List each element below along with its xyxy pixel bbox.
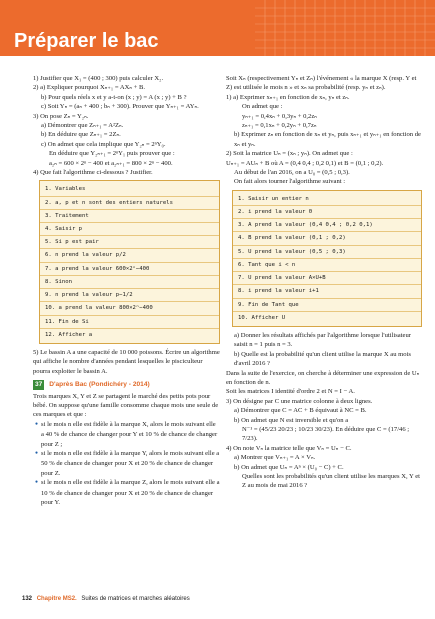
question-r4b-cont: Quelles sont les probabilités qu'un client utilise les marques X, Y et Z au mois de mai 2016 ? xyxy=(242,473,420,490)
algo-line: 10. a prend la valeur 800×2ⁿ−400 xyxy=(40,301,219,314)
page-footer xyxy=(22,596,190,602)
question-3: 3) On pose Zₙ = Y₂ₙ. xyxy=(33,112,89,120)
question-4: 4) Que fait l'algorithme ci-dessous ? Justifier. xyxy=(33,169,153,177)
algo-line: 6. Tant que i < n xyxy=(233,258,421,271)
question-3c-cont: En déduire que Y₂ₙ₊₁ = 2ⁿY₁ puis prouver que : xyxy=(49,150,175,158)
question-3c: c) On admet que cela implique que Y₂ₙ = 2ⁿY₀. xyxy=(41,140,166,148)
question-r3: 3) On désigne par C une matrice colonne à deux lignes. xyxy=(226,397,373,405)
question-r3a: a) Démontrer que C = AC + B équivaut à NC = B. xyxy=(234,407,367,415)
algo-line: 12. Afficher a xyxy=(40,328,219,341)
exercise-header xyxy=(33,380,220,389)
question-2b: b) Pour quels réels x et y a-t-on (x ; y) = A (x ; y) + B ? xyxy=(41,93,187,101)
question-r2b: b) Quelle est la probabilité qu'un client utilise la marque X au mois d'avril 2016 ? xyxy=(234,350,411,368)
inverse-matrix: N⁻¹ = (45/23 20/23 ; 10/23 30/23). En déduire que C = (17/46 ; 7/23). xyxy=(242,425,410,443)
question-3a: a) Démontrer que Zₙ₊₁ = A²Zₙ. xyxy=(41,122,124,130)
algo-line: 10. Afficher U xyxy=(233,311,421,324)
page-number: 132 xyxy=(22,596,33,602)
question-3b: b) En déduire que Zₙ₊₁ = 2Zₙ. xyxy=(41,131,121,139)
algo-line: 6. n prend la valeur p/2 xyxy=(40,248,219,261)
algo-line: 1. Variables xyxy=(45,186,86,193)
system-eq-1: yₙ₊₁ = 0,4xₙ + 0,3yₙ + 0,2zₙ xyxy=(242,112,317,120)
question-r4a: a) Montrer que Vₙ₊₁ = A × Vₙ. xyxy=(234,454,316,462)
question-2c: c) Soit Yₙ = (aₙ + 400 ; bₙ + 300). Prouver que Yₙ₊₁ = AYₙ. xyxy=(41,103,199,111)
list-item: ● si le mois n elle est fidèle à la marque X, alors le mois suivant elle a 40 % de chance de changer pour Y et 10 % de chance de changer pour Z ; xyxy=(33,420,220,449)
exercise-title: D'après Bac (Pondichéry - 2014) xyxy=(49,381,150,389)
list-item: ● si le mois n elle est fidèle à la marque Z, alors le mois suivant elle a 10 % de chance de changer pour X et 20 % de chance de changer pour Y. xyxy=(33,478,220,507)
algo-line: 1. Saisir un entier n xyxy=(238,195,309,202)
system-lead: On admet que : xyxy=(242,103,283,111)
algo-line: 3. Traitement xyxy=(40,209,219,222)
question-r2: 2) Soit la matrice Uₙ = (xₙ ; yₙ). On admet que : xyxy=(226,150,353,158)
left-column xyxy=(33,74,220,507)
exercise-intro: Trois marques X, Y et Z se partagent le marché des petits pots pour bébé. On suppose qu'une famille consomme chaque mois une seule de ces marques et que : xyxy=(33,392,219,419)
header-grid-decoration xyxy=(255,0,435,56)
chapter-label: Chapitre MS2. xyxy=(36,596,77,602)
question-r1b: b) Exprimer zₙ en fonction de xₙ et yₙ, puis xₙ₊₁ et yₙ₊₁ en fonction de xₙ et yₙ. xyxy=(234,131,421,148)
chapter-name: Suites de matrices et marches aléatoires xyxy=(81,596,190,602)
algo-line: 5. U prend la valeur (0,5 ; 0,3) xyxy=(233,245,421,258)
question-r3b: b) On admet que N est inversible et qu'on a xyxy=(234,416,349,424)
question-1: 1) Justifier que X₁ = (400 ; 300) puis calculer X₂. xyxy=(33,75,164,82)
events-definition: Soit Xₙ (respectivement Yₙ et Zₙ) l'événement « la marque X (resp. Y et Z) est utilisée le mois n » et xₙ sa probabilité (resp. yₙ et zₙ). xyxy=(226,75,417,92)
algo-line: 8. Sinon xyxy=(40,275,219,288)
question-r2a: a) Donner les résultats affichés par l'algorithme lorsque l'utilisateur saisit n = 1 puis n = 3. xyxy=(234,331,411,349)
recurrence-formula: Uₙ₊₁ = AUₙ + B où A = (0,4 0,4 ; 0,2 0,1) et B = (0,1 ; 0,2). xyxy=(226,159,384,167)
algo-line: 9. n prend la valeur p−1/2 xyxy=(40,288,219,301)
algo-line: 2. a, p et n sont des entiers naturels xyxy=(40,196,219,209)
exercise-number-badge: 37 xyxy=(35,381,43,389)
question-r4: 4) On note Vₙ la matrice telle que Vₙ = Uₙ − C. xyxy=(226,444,352,452)
page-header xyxy=(0,0,435,56)
question-r1a: 1) a) Exprimer xₙ₊₁ en fonction de xₙ, yₙ et zₙ. xyxy=(226,93,350,101)
question-5: 5) Le bassin A a une capacité de 10 000 poissons. Écrire un algorithme qui affiche le nombre d'années pendant lesquelles le pisciculteur pourra exploiter le bassin A. xyxy=(33,348,220,375)
algo-line: 11. Fin de Si xyxy=(40,315,219,328)
list-item: ● si le mois n elle est fidèle à la marque Y, alors le mois suivant elle a 50 % de chance de changer pour X et 20 % de chance de changer pour Z. xyxy=(33,449,220,478)
algo-line: 7. U prend la valeur A×U+B xyxy=(233,271,421,284)
algorithm-intro: On fait alors tourner l'algorithme suivant : xyxy=(234,178,346,186)
page-title: Préparer le bac xyxy=(14,30,159,52)
algorithm-box-right xyxy=(232,190,422,327)
question-3c-formula: a₂ₙ = 600 × 2ⁿ − 400 et a₂ₙ₊₁ = 800 × 2ⁿ − 400. xyxy=(49,159,173,167)
algo-line: 7. a prend la valeur 600×2ⁿ−400 xyxy=(40,262,219,275)
algo-line: 4. B prend la valeur (0,1 ; 0,2) xyxy=(233,231,421,244)
question-r4b: b) On admet que Uₙ = Aⁿ × (U₀ − C) + C. xyxy=(234,463,344,471)
algo-line: 8. i prend la valeur i+1 xyxy=(233,284,421,297)
paragraph-suite: Dans la suite de l'exercice, on cherche à déterminer une expression de Uₙ en fonction de n. xyxy=(226,369,420,386)
initial-value: Au début de l'an 2016, on a U₀ = (0,5 ; 0,3). xyxy=(234,169,350,177)
right-column xyxy=(226,74,422,491)
algo-line: 2. i prend la valeur 0 xyxy=(233,205,421,218)
algo-line: 3. A prend la valeur (0,4 0,4 ; 0,2 0,1) xyxy=(233,218,421,231)
algo-line: 5. Si p est pair xyxy=(40,235,219,248)
algo-line: 4. Saisir p xyxy=(40,222,219,235)
algo-line: 9. Fin de Tant que xyxy=(233,298,421,311)
system-eq-2: zₙ₊₁ = 0,1xₙ + 0,2yₙ + 0,7zₙ xyxy=(242,122,317,130)
paragraph-matrices: Soit les matrices I identité d'ordre 2 et N = I − A. xyxy=(226,388,355,396)
algorithm-box-left xyxy=(39,180,220,343)
question-2a: 2) a) Expliquer pourquoi Xₙ₊₁ = AXₙ + B. xyxy=(33,84,146,92)
